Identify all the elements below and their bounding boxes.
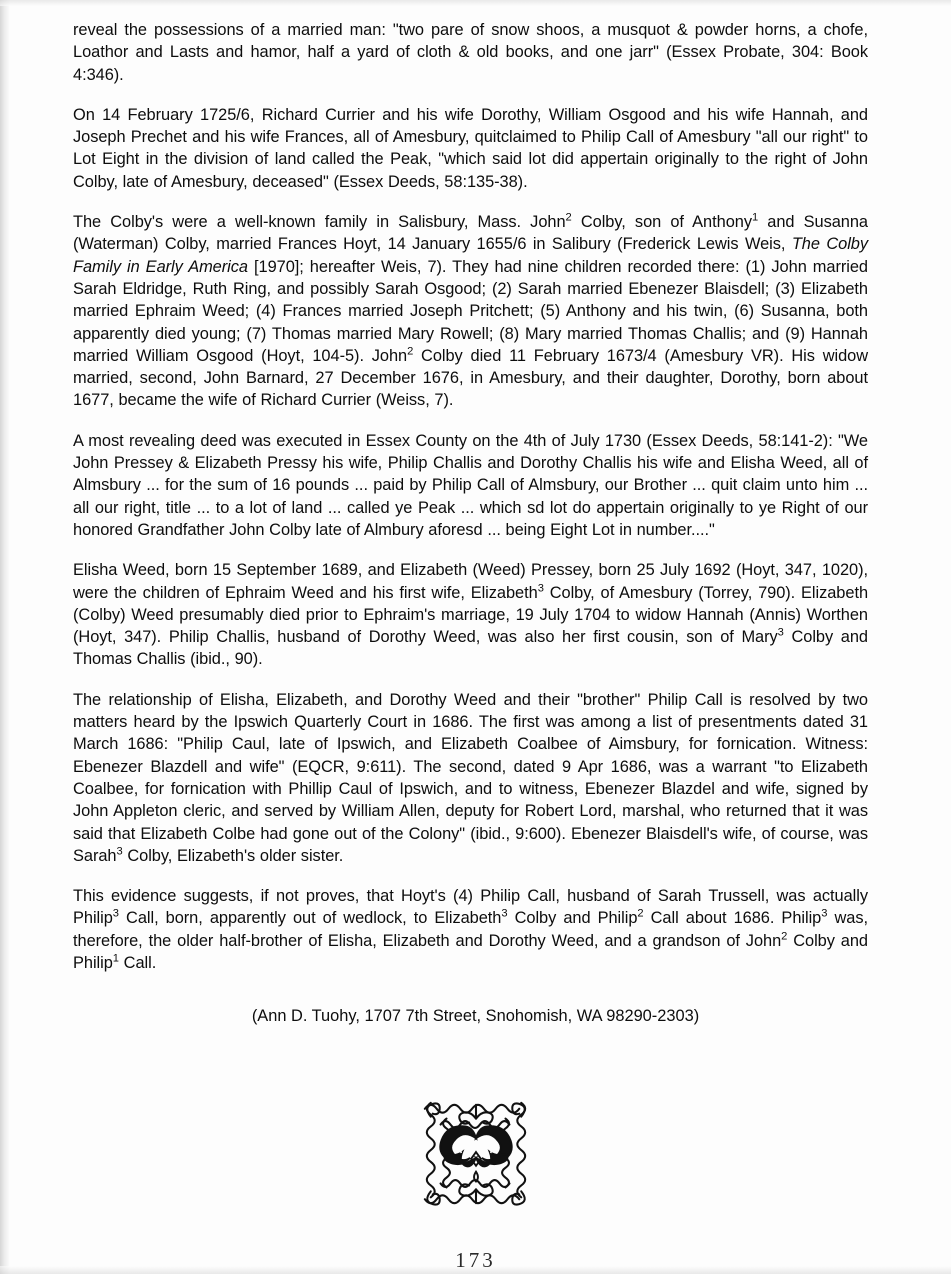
generation-superscript: 3 (112, 907, 119, 920)
paragraph-quitclaim-1725: On 14 February 1725/6, Richard Currier and his wife Dorothy, William Osgood and his wife Hannah, and Joseph Prechet and his wife Frances, all of Amesbury, quitclaimed to Philip Call of Amesbury "all our right" to Lot Eight in the division of land called the Peak, "which said lot did appertain originally to the right of John Colby, late of Amesbury, deceased" (Essex Deeds, 58:135-38). (73, 105, 868, 191)
author-attribution: (Ann D. Tuohy, 1707 7th Street, Snohomish, WA 98290-2303) (251, 1007, 700, 1025)
generation-superscript: 2 (637, 907, 644, 920)
text-run: Colby died 11 February 1673/4 (Amesbury VR). His widow married, second, John Barnard, 27 December 1676, in Amesbury, and their daughter, Dorothy, born about 1677, became the wife of Richard Currier (Weiss, 7). (73, 346, 868, 410)
paragraph-possessions: reveal the possessions of a married man: "two pare of snow shoos, a musquot & powder horns, a chofe, Loathor and Lasts and hamor, half a yard of cloth & old books, and one jarr" (Essex Probate, 304: Book 4:346). (73, 21, 868, 84)
text-run: Call about 1686. Philip (643, 909, 822, 928)
paragraph-ipswich-court (73, 689, 868, 867)
text-run: and Susanna (Waterman) Colby, married Frances Hoyt, 14 January 1655/6 in Salibury (Frederick Lewis Weis, (73, 213, 868, 254)
text-run: was, therefore, the older half-brother of Elisha, Elizabeth and Dorothy Weed, and a grandson of John (73, 909, 868, 950)
text-run: Colby and Thomas Challis (ibid., 90). (73, 628, 868, 669)
generation-superscript: 2 (407, 345, 414, 358)
text-run: Elisha Weed, born 15 September 1689, and Elizabeth (Weed) Pressey, born 25 July 1692 (Hoyt, 347, 1020), were the children of Ephraim Weed and his first wife, Elizabeth (73, 561, 868, 602)
generation-superscript: 2 (565, 211, 572, 224)
generation-superscript: 3 (821, 907, 828, 920)
text-run: Colby, of Amesbury (Torrey, 790). Elizabeth (Colby) Weed presumably died prior to Ephraim's marriage, 19 July 1704 to widow Hannah (Annis) Worthen (Hoyt, 347). Philip Challis, husband of Dorothy Weed, was also her first cousin, son of Mary (73, 583, 869, 647)
square-filigree-fleuron-icon (417, 1093, 535, 1215)
scan-edge-shadow-top (0, 0, 951, 6)
text-run: [1970]; hereafter Weis, 7). They had nine children recorded there: (1) John married Sarah Eldridge, Ruth Ring, and possibly Sarah Osgood; (2) Sarah married Ebenezer Blaisdell; (3) Elizabeth married Ephraim Weed; (4) Frances married Joseph Pritchett; (5) Anthony and his twin, (6) Susanna, both apparently died young; (7) Thomas married Mary Rowell; (8) Mary married Thomas Challis; and (9) Hannah married William Osgood (Hoyt, 104-5). John (73, 257, 868, 365)
paragraph-colby-family (73, 211, 868, 412)
generation-superscript: 3 (501, 907, 508, 920)
text-run: Colby and Philip (73, 931, 869, 972)
scan-edge-shadow-left (0, 0, 10, 1274)
generation-superscript: 2 (781, 930, 788, 943)
text-run: Colby and Philip (507, 909, 638, 928)
text-run: Colby, son of Anthony (571, 213, 752, 232)
body-text-column (73, 19, 868, 974)
text-run: The Colby's were a well-known family in Salisbury, Mass. John (73, 213, 566, 232)
generation-superscript: 1 (751, 211, 759, 224)
paragraph-weed-children (73, 559, 868, 670)
paragraph-conclusion (73, 885, 868, 974)
book-title-italic: The Colby Family in Early America (73, 235, 868, 276)
generation-superscript: 1 (112, 952, 119, 965)
text-run: The relationship of Elisha, Elizabeth, and Dorothy Weed and their "brother" Philip Call is resolved by two matters heard by the Ipswich Quarterly Court in 1686. The first was among a list of presentments dated 31 March 1686: "Philip Caul, late of Ipswich, and Elizabeth Coalbee of Aimsbury, for fornication. Witness: Ebenezer Blazdell and wife" (EQCR, 9:611). The second, dated 9 Apr 1686, was a warrant "to Elizabeth Coalbee, for fornication with Phillip Caul of Ipswich, and to witness, Ebenezer Blazdel and wife, signed by John Appleton cleric, and served by William Allen, deputy for Robert Lord, marshal, who returned that it was said that Elizabeth Colbe had gone out of the Colony" (ibid., 9:600). Ebenezer Blaisdell's wife, of course, was Sarah (73, 690, 868, 865)
text-run: Colby, Elizabeth's older sister. (122, 846, 344, 865)
text-run: Call. (118, 953, 157, 972)
ornament-container (0, 1093, 951, 1215)
generation-superscript: 3 (777, 626, 784, 639)
page-number: 173 (455, 1248, 496, 1272)
text-run: Call, born, apparently out of wedlock, to Elizabeth (118, 909, 502, 928)
generation-superscript: 3 (537, 582, 544, 595)
paragraph-deed-1730: A most revealing deed was executed in Essex County on the 4th of July 1730 (Essex Deeds, 58:141-2): "We John Pressey & Elizabeth Pressy his wife, Philip Challis and Dorothy Challis his wife and Elisha Weed, all of Almsbury ... for the sum of 16 pounds ... paid by Philip Call of Almsbury, our Brother ... quit claim unto him ... all our right, title ... to a lot of land ... called ye Peak ... which sd lot do appertain originally to ye Right of our honored Grandfather John Colby late of Almbury aforesd ... being Eight Lot in number...." (73, 431, 868, 539)
text-run: This evidence suggests, if not proves, that Hoyt's (4) Philip Call, husband of Sarah Trussell, was actually Philip (73, 887, 868, 928)
generation-superscript: 3 (116, 845, 123, 858)
